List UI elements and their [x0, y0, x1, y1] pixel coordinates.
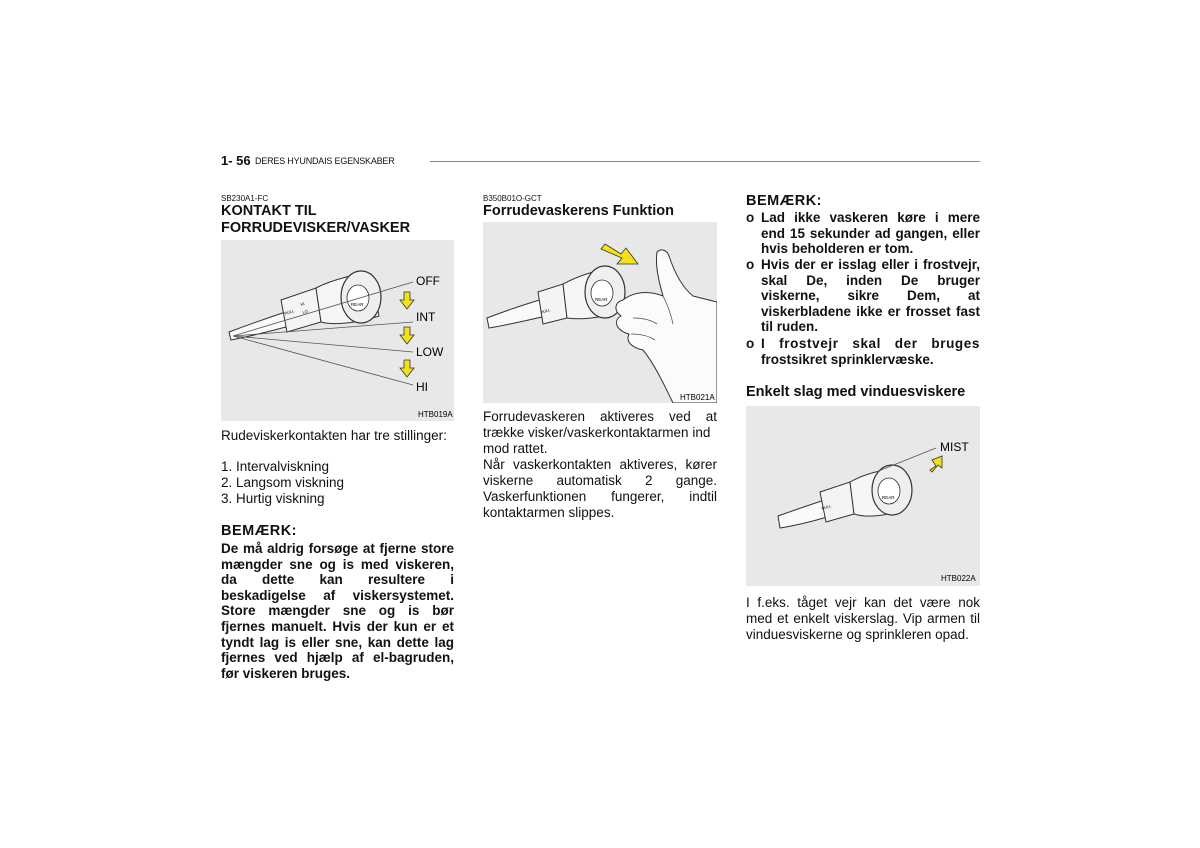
text-line: I f.eks. tåget vejr kan det være nok — [746, 595, 980, 610]
down-arrow-icon — [400, 360, 414, 377]
stalk-lo-label: LO — [301, 308, 309, 315]
text-line: viskerne automatisk 2 gange. — [483, 473, 717, 488]
bullet-line: I frostvejr skal der bruges — [761, 336, 980, 351]
bullet-line: viskerne, sikre Dem, at — [761, 288, 980, 303]
text-line: Når vaskerkontakten aktiveres, kører — [483, 457, 717, 472]
down-arrow-icon — [400, 292, 414, 309]
bullet-line: Hvis der er isslag eller i frostvejr, — [761, 257, 980, 272]
stalk-pull-label: PULL — [539, 307, 551, 315]
stalk-pull-label: PULL — [820, 503, 832, 511]
down-arrow-icon — [400, 327, 414, 344]
up-arrow-icon — [930, 456, 942, 472]
bullet-line: viskerbladene ikke er frosset fast — [761, 303, 980, 319]
off-position-label: OFF — [416, 274, 440, 288]
wiper-stalk-illustration — [221, 240, 454, 421]
mist-description — [746, 595, 980, 643]
washer-figure — [483, 222, 717, 403]
wiper-positions-figure — [221, 240, 454, 421]
bullet-line: Lad ikke vaskeren køre i mere — [761, 210, 980, 225]
note-line: beskadigelse af viskersystemet. — [221, 587, 454, 603]
note-bullet — [746, 257, 980, 335]
note-line: fjernes ved hjælp af el-bagruden, — [221, 650, 454, 666]
text-line: mod rattet. — [483, 441, 548, 456]
note-line: Store mængder sne og is bør — [221, 603, 454, 619]
bullet-marker: o — [746, 257, 755, 272]
text-line: vinduesviskerne og sprinkleren opad. — [746, 627, 969, 642]
section-code: B350B01O-GCT — [483, 194, 542, 203]
header-divider — [430, 161, 980, 162]
bullet-line: frostsikret sprinklervæske. — [761, 351, 934, 367]
figure-caption: HTB021A — [680, 393, 715, 402]
note-line: da dette kan resultere i — [221, 572, 454, 588]
washer-stalk-illustration — [483, 222, 717, 403]
section-heading: Forrudevaskerens Funktion — [483, 203, 674, 219]
stalk-cap-label: REAR — [595, 297, 608, 302]
note-bullet — [746, 210, 980, 257]
int-position-label: INT — [416, 310, 436, 324]
stalk-cap-label: REAR — [351, 302, 364, 307]
intro-text: Rudeviskerkontakten har tre stillinger: — [221, 428, 447, 443]
low-position-label: LOW — [416, 345, 444, 359]
figure-caption: HTB022A — [941, 574, 976, 583]
bullet-line: end 15 sekunder ad gangen, eller — [761, 225, 980, 241]
note-line: tyndt lag is eller sne, kan dette lag — [221, 634, 454, 650]
note-heading: BEMÆRK: — [221, 523, 297, 539]
bullet-marker: o — [746, 336, 755, 351]
washer-description — [483, 409, 717, 521]
stalk-pull-label: PULL — [283, 308, 295, 316]
text-line: Forrudevaskeren aktiveres ved at — [483, 409, 717, 424]
hi-position-label: HI — [416, 380, 428, 394]
section-code: SB230A1-FC — [221, 194, 269, 203]
note-heading: BEMÆRK: — [746, 193, 822, 209]
page-number: 1- 56 — [221, 153, 251, 168]
mist-stalk-illustration — [746, 406, 980, 586]
text-line: med et enkelt viskerslag. Vip armen til — [746, 611, 980, 626]
note-line: De må aldrig forsøge at fjerne store — [221, 541, 454, 556]
section-heading-line2: FORRUDEVISKER/VASKER — [221, 220, 411, 236]
bullet-line: hvis beholderen er tom. — [761, 241, 914, 256]
bullet-marker: o — [746, 210, 755, 225]
section-title: DERES HYUNDAIS EGENSKABER — [255, 156, 395, 166]
list-item: 1. Intervalviskning — [221, 459, 330, 474]
pull-arrow-icon — [601, 244, 638, 264]
text-line: trække visker/vaskerkontaktarmen ind — [483, 425, 711, 440]
note-line: fjernes manuelt. Hvis der kun er et — [221, 618, 454, 634]
stalk-hi-label: HI — [299, 300, 306, 307]
stalk-cap-label: REAR — [882, 495, 895, 500]
figure-caption: HTB019A — [418, 410, 453, 419]
bullet-line: skal De, inden De bruger — [761, 272, 980, 288]
list-item: 3. Hurtig viskning — [221, 491, 325, 506]
subheading: Enkelt slag med vinduesviskere — [746, 384, 966, 400]
note-line: før viskeren bruges. — [221, 665, 351, 681]
text-line: kontaktarmen slippes. — [483, 505, 615, 520]
list-item: 2. Langsom viskning — [221, 475, 345, 490]
mist-position-label: MIST — [940, 440, 969, 454]
note-line: mængder sne og is med viskeren, — [221, 556, 454, 572]
section-heading-line1: KONTAKT TIL — [221, 203, 317, 219]
note-body — [221, 541, 454, 681]
mist-figure — [746, 406, 980, 586]
bullet-line: til ruden. — [761, 319, 818, 334]
note-bullet — [746, 336, 980, 367]
text-line: Vaskerfunktionen fungerer, indtil — [483, 489, 717, 504]
